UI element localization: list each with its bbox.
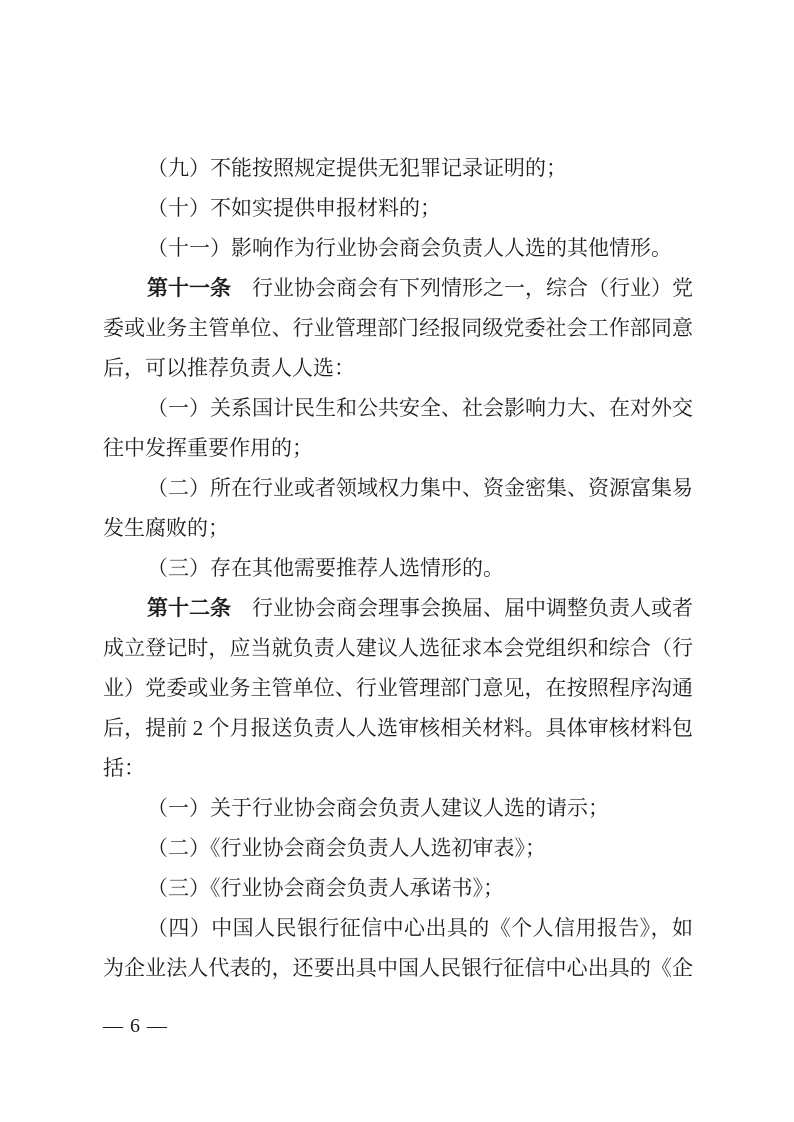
document-body (103, 148, 693, 988)
text-line: 业）党委或业务主管单位、行业管理部门意见，在按照程序沟通 (103, 676, 693, 700)
page-footer (103, 1012, 168, 1040)
text-line: （十）不如实提供申报材料的； (147, 196, 441, 220)
paragraph (103, 868, 693, 908)
paragraph (103, 788, 693, 828)
text-line: （一）关于行业协会商会负责人建议人选的请示； (147, 796, 609, 820)
paragraph (103, 468, 693, 548)
paragraph (103, 908, 693, 988)
text-line: 往中发挥重要作用的； (103, 436, 313, 460)
text-line: （二）《行业协会商会负责人人选初审表》； (147, 836, 546, 860)
text-line: 成立登记时，应当就负责人建议人选征求本会党组织和综合（行 (103, 636, 693, 660)
article-number: 第十二条 (147, 596, 231, 620)
text-line: （二）所在行业或者领域权力集中、资金密集、资源富集易 (147, 476, 693, 500)
paragraph (103, 188, 693, 228)
text-line: 第十二条 行业协会商会理事会换届、届中调整负责人或者 (147, 596, 693, 620)
paragraph (103, 828, 693, 868)
text-line: （十一）影响作为行业协会商会负责人人选的其他情形。 (147, 236, 672, 260)
text-line: 后，提前 2 个月报送负责人人选审核相关材料。具体审核材料包 (103, 716, 693, 740)
text-line: 括： (103, 756, 145, 780)
paragraph (103, 588, 693, 788)
article-number: 第十一条 (147, 276, 231, 300)
page-number: — 6 — (103, 1015, 168, 1037)
text-line: （三）《行业协会商会负责人承诺书》； (147, 876, 504, 900)
paragraph (103, 388, 693, 468)
text-line: （四）中国人民银行征信中心出具的《个人信用报告》，如 (147, 916, 693, 940)
text-line: 为企业法人代表的，还要出具中国人民银行征信中心出具的《企 (103, 956, 693, 980)
text-line: 第十一条 行业协会商会有下列情形之一，综合（行业）党 (147, 276, 693, 300)
text-line: （一）关系国计民生和公共安全、社会影响力大、在对外交 (147, 396, 693, 420)
text-line: 发生腐败的； (103, 516, 229, 540)
text-line: 后，可以推荐负责人人选： (103, 356, 355, 380)
paragraph (103, 268, 693, 388)
text-line: （三）存在其他需要推荐人选情形的。 (147, 556, 504, 580)
text-line: 委或业务主管单位、行业管理部门经报同级党委社会工作部同意 (103, 316, 693, 340)
paragraph (103, 548, 693, 588)
paragraph (103, 148, 693, 188)
paragraph (103, 228, 693, 268)
text-line: （九）不能按照规定提供无犯罪记录证明的； (147, 156, 567, 180)
